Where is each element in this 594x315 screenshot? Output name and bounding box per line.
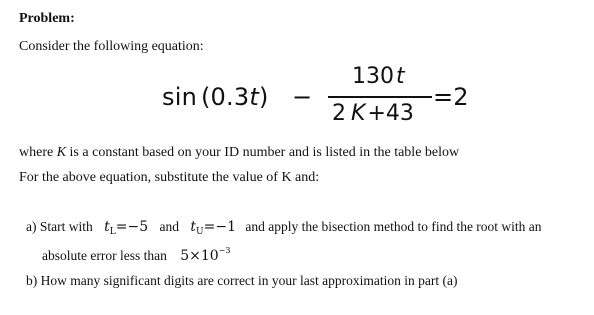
minus-sign: − xyxy=(292,83,313,111)
part-a-line1 xyxy=(26,219,542,237)
part-a-line2-text: absolute error less than xyxy=(42,248,167,263)
sin-close: ) xyxy=(258,83,269,111)
where-var: K xyxy=(56,145,67,160)
fraction-denominator xyxy=(332,101,414,126)
where-pre: where xyxy=(19,145,57,160)
where-post: is a constant based on your ID number and is listed in the table below xyxy=(66,145,460,160)
error-base: 5×10 xyxy=(180,248,219,264)
error-exp: −3 xyxy=(218,246,231,255)
denom-coef: 2 xyxy=(332,101,346,126)
fraction-numerator xyxy=(352,64,405,89)
sin-var: t xyxy=(249,83,259,111)
denom-rest: +43 xyxy=(367,101,414,126)
tu-expression xyxy=(190,219,236,235)
numerator-coef: 130 xyxy=(352,64,394,89)
part-a-suffix: and apply the bisection method to find the root with an xyxy=(245,219,542,234)
tl-var: t xyxy=(104,219,110,235)
fraction-bar xyxy=(328,96,432,98)
intro-text: Consider the following equation: xyxy=(19,39,204,54)
where-line xyxy=(19,145,459,161)
tu-var: t xyxy=(190,219,197,235)
and-word: and xyxy=(159,219,179,234)
equals-two: =2 xyxy=(433,83,469,111)
tl-expression xyxy=(104,219,148,235)
problem-heading: Problem: xyxy=(19,11,75,26)
sin-open: (0.3 xyxy=(200,83,250,111)
part-a-prefix: a) Start with xyxy=(26,219,93,234)
denom-var: K xyxy=(351,101,366,126)
tu-value: =−1 xyxy=(203,219,236,235)
sin-term xyxy=(162,83,269,111)
tl-value: =−5 xyxy=(115,219,149,235)
part-b-text: b) How many significant digits are correct in your last approximation in part (a) xyxy=(26,273,458,288)
error-bound xyxy=(180,248,230,264)
part-a-line2 xyxy=(42,246,230,264)
sin-word: sin xyxy=(162,83,197,111)
tu-sub: U xyxy=(196,227,204,237)
instruction-text: For the above equation, substitute the value of K and: xyxy=(19,170,320,185)
tl-sub: L xyxy=(109,227,116,237)
numerator-var: t xyxy=(396,64,405,89)
